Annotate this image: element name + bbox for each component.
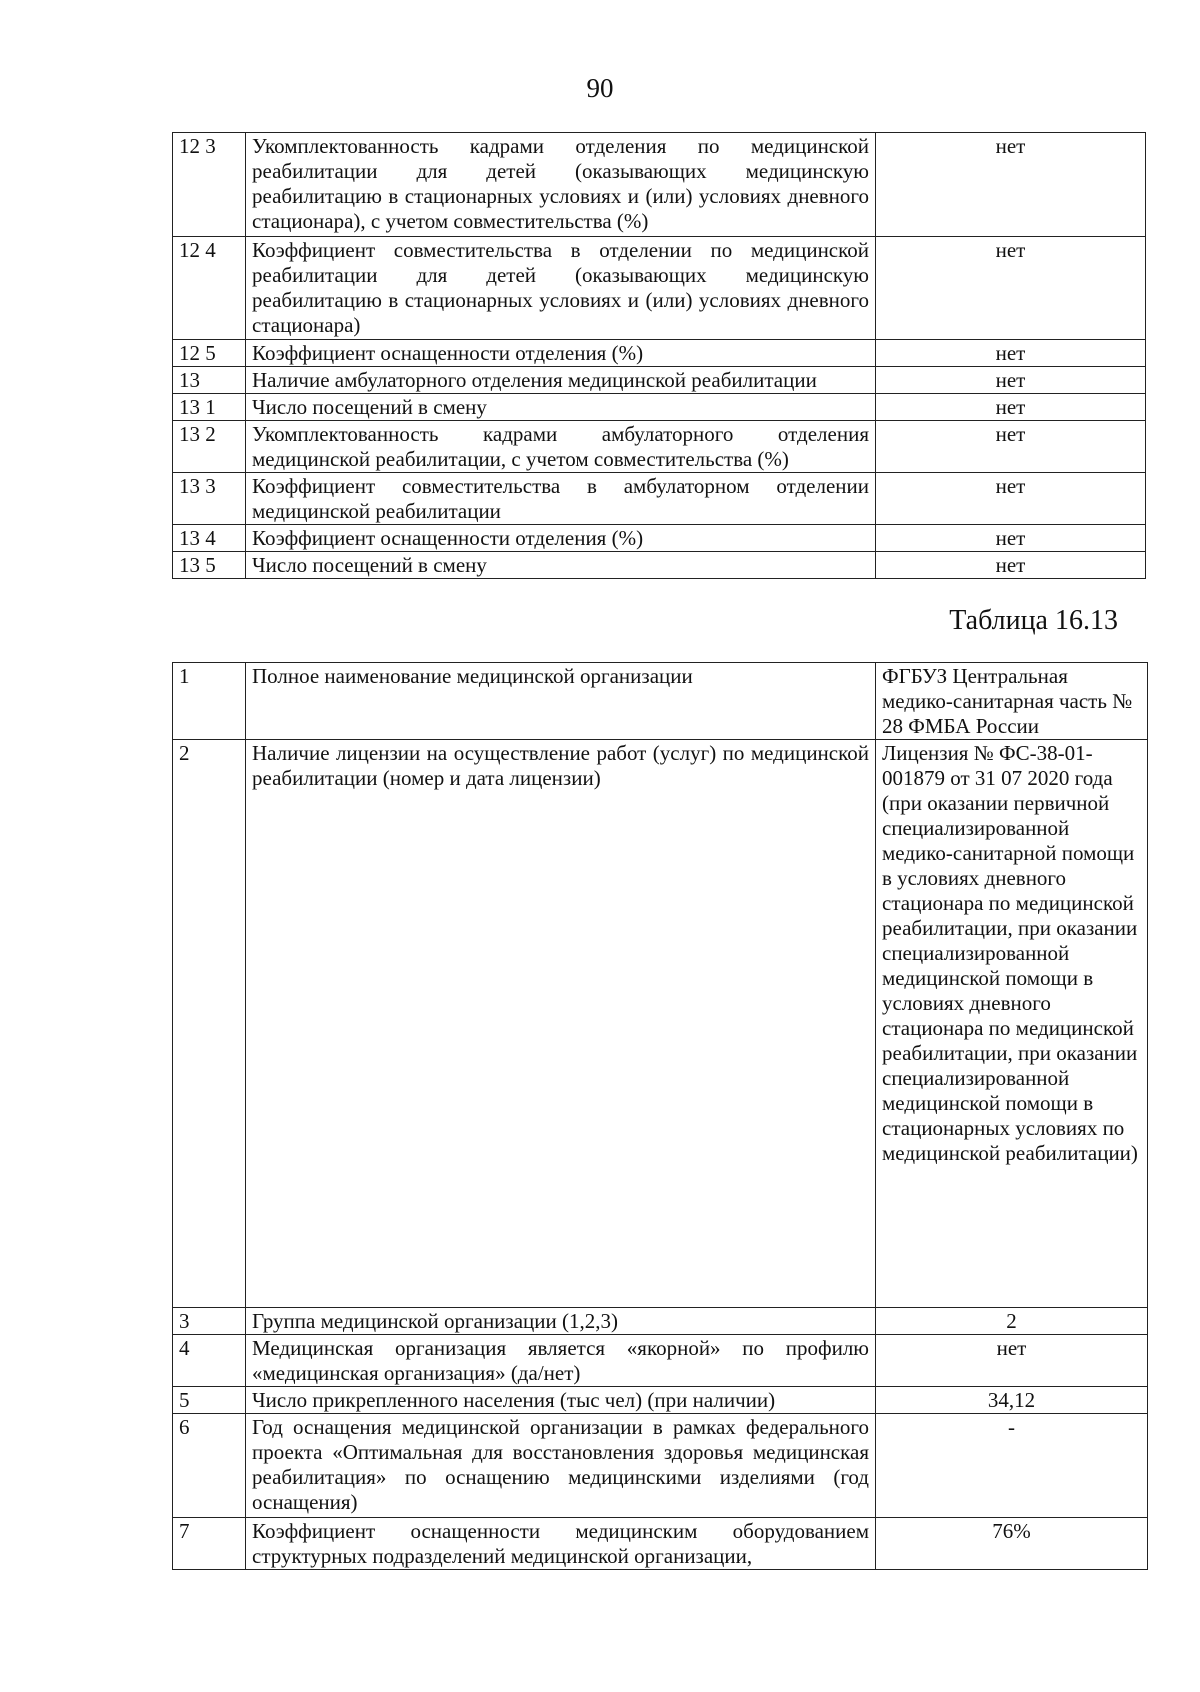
row-number: 4 (173, 1335, 246, 1387)
table-row (173, 394, 1146, 421)
table-row (173, 1335, 1148, 1387)
row-description: Группа медицинской организации (1,2,3) (246, 1308, 876, 1335)
table-row (173, 1308, 1148, 1335)
row-description: Медицинская организация является «якорной» по профилю «медицинская организация» (да/нет) (246, 1335, 876, 1387)
row-description: Коэффициент оснащенности медицинским оборудованием структурных подразделений медицинской организации, (246, 1518, 876, 1570)
page-number: 90 (586, 73, 614, 103)
row-value: нет (876, 133, 1146, 237)
table-row (173, 1518, 1148, 1570)
row-description: Коэффициент оснащенности отделения (%) (246, 525, 876, 552)
row-number: 13 4 (173, 525, 246, 552)
table-row (173, 237, 1146, 340)
table-row (173, 133, 1146, 237)
row-value: 34,12 (876, 1387, 1148, 1414)
row-value: Лицензия № ФС-38-01-001879 от 31 07 2020 года (при оказании первичной специализированной медико-санитарной помощи в условиях дневного стационара по медицинской реабилитации, при оказании специализированной медицинской помощи в условиях дневного стационара по медицинской реабилитации, при оказании специализированной медицинской помощи в стационарных условиях по медицинской реабилитации) (876, 740, 1148, 1308)
row-number: 2 (173, 740, 246, 1308)
row-value: нет (876, 421, 1146, 473)
row-number: 12 4 (173, 237, 246, 340)
row-value: нет (876, 237, 1146, 340)
row-value: - (876, 1414, 1148, 1518)
table-caption: Таблица 16.13 (949, 605, 1118, 636)
row-description: Число прикрепленного населения (тыс чел) (при наличии) (246, 1387, 876, 1414)
row-number: 5 (173, 1387, 246, 1414)
table-bottom (172, 662, 1148, 1570)
table-row (173, 525, 1146, 552)
row-number: 13 1 (173, 394, 246, 421)
row-number: 13 2 (173, 421, 246, 473)
table-row (173, 421, 1146, 473)
row-number: 12 3 (173, 133, 246, 237)
row-value: нет (876, 1335, 1148, 1387)
table-row (173, 663, 1148, 740)
table-row (173, 1414, 1148, 1518)
table-row (173, 473, 1146, 525)
row-description: Полное наименование медицинской организации (246, 663, 876, 740)
row-description: Число посещений в смену (246, 552, 876, 579)
row-number: 13 5 (173, 552, 246, 579)
row-description: Укомплектованность кадрами отделения по медицинской реабилитации для детей (оказывающих медицинскую реабилитацию в стационарных условиях и (или) условиях дневного стационара), с учетом совместительства (%) (246, 133, 876, 237)
row-description: Коэффициент совместительства в амбулаторном отделении медицинской реабилитации (246, 473, 876, 525)
row-value: нет (876, 367, 1146, 394)
row-value: 2 (876, 1308, 1148, 1335)
row-number: 7 (173, 1518, 246, 1570)
row-description: Коэффициент совместительства в отделении по медицинской реабилитации для детей (оказывающих медицинскую реабилитацию в стационарных условиях и (или) условиях дневного стационара) (246, 237, 876, 340)
row-description: Число посещений в смену (246, 394, 876, 421)
row-number: 6 (173, 1414, 246, 1518)
row-description: Наличие амбулаторного отделения медицинской реабилитации (246, 367, 876, 394)
table-row (173, 740, 1148, 1308)
table-row (173, 552, 1146, 579)
row-description: Коэффициент оснащенности отделения (%) (246, 340, 876, 367)
row-number: 3 (173, 1308, 246, 1335)
row-value: нет (876, 340, 1146, 367)
row-value: нет (876, 525, 1146, 552)
row-number: 13 (173, 367, 246, 394)
row-number: 1 (173, 663, 246, 740)
row-number: 12 5 (173, 340, 246, 367)
table-top (172, 132, 1146, 579)
row-description: Укомплектованность кадрами амбулаторного отделения медицинской реабилитации, с учетом совместительства (%) (246, 421, 876, 473)
row-number: 13 3 (173, 473, 246, 525)
table-row (173, 367, 1146, 394)
row-description: Наличие лицензии на осуществление работ (услуг) по медицинской реабилитации (номер и дата лицензии) (246, 740, 876, 1308)
row-value: ФГБУЗ Центральная медико-санитарная часть № 28 ФМБА России (876, 663, 1148, 740)
table-row (173, 340, 1146, 367)
row-value: нет (876, 473, 1146, 525)
table-row (173, 1387, 1148, 1414)
row-description: Год оснащения медицинской организации в рамках федерального проекта «Оптимальная для восстановления здоровья медицинская реабилитация» по оснащению медицинскими изделиями (год оснащения) (246, 1414, 876, 1518)
row-value: нет (876, 552, 1146, 579)
row-value: 76% (876, 1518, 1148, 1570)
row-value: нет (876, 394, 1146, 421)
